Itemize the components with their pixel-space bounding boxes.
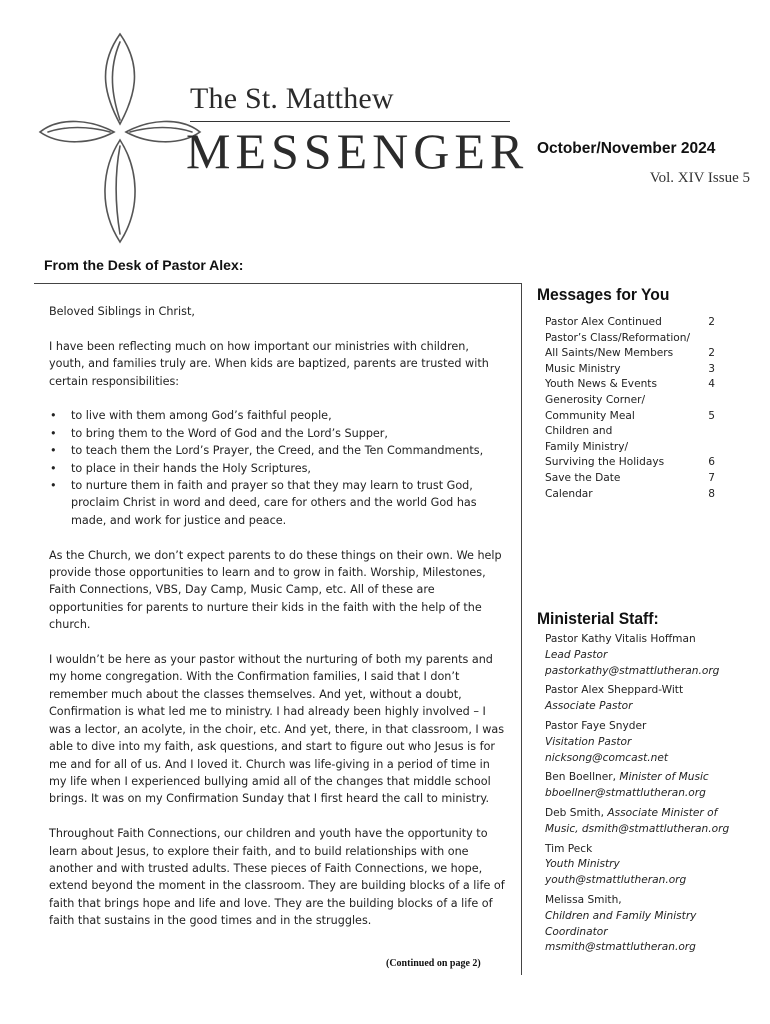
article-paragraph: I wouldn’t be here as your pastor without the nurturing of both my parents and my home congregation. With the Confirmation families, I said that I don’t remember much about the classes themselves. And yet, without a doubt, Confirmation is what led me to ministry. I had already been highly involved – I was a lector, an acolyte, in the choir, etc. And yet, there, in that classroom, I was able to dive into my faith, ask questions, and start to figure out who Jesus is for me and for all of us. And I loved it. Church was life-giving in a period of time in my life when I experienced bullying amid all of the changes that middle school brings. It was on my Confirmation Sunday that I first heard the call to ministry.	[49, 653, 505, 806]
staff-name: Tim Peck	[545, 842, 593, 855]
issue-date: October/November 2024	[537, 140, 716, 157]
toc-label: Music Ministry	[545, 362, 621, 375]
toc-page: 7	[708, 471, 715, 484]
staff-role: Minister of Music	[619, 771, 709, 784]
staff-entry	[545, 893, 755, 956]
staff-role: Youth Ministry	[545, 858, 620, 871]
messages-heading: Messages for You	[537, 285, 670, 304]
toc-entry[interactable]	[545, 471, 715, 487]
issue-volume: Vol. XIV Issue 5	[649, 170, 750, 186]
staff-email[interactable]: pastorkathy@stmattlutheran.org	[545, 664, 720, 677]
staff-role: Associate Minister of	[607, 806, 718, 819]
staff-email[interactable]: nicksong@comcast.net	[545, 751, 669, 764]
staff-name: Pastor Alex Sheppard-Witt	[545, 684, 684, 697]
toc-page: 8	[708, 487, 715, 500]
staff-entry	[545, 770, 755, 802]
staff-email[interactable]: msmith@stmattlutheran.org	[545, 941, 696, 954]
staff-role: Associate Pastor	[545, 700, 633, 713]
staff-role: Children and Family Ministry	[545, 909, 697, 922]
staff-name: Melissa Smith,	[545, 893, 622, 906]
staff-heading: Ministerial Staff:	[537, 609, 659, 628]
staff-entry	[545, 632, 755, 679]
masthead-rule	[190, 121, 510, 122]
article-paragraph: I have been reflecting much on how important our ministries with children, youth, and families truly are. When kids are baptized, parents are trusted with certain responsibilities:	[49, 339, 489, 388]
toc-entry[interactable]	[545, 362, 715, 378]
toc-entry[interactable]	[545, 393, 715, 424]
table-of-contents	[545, 315, 715, 502]
toc-label: Surviving the Holidays	[545, 456, 665, 469]
staff-role: Coordinator	[545, 925, 608, 938]
toc-label: All Saints/New Members	[545, 347, 674, 360]
toc-page: 5	[708, 409, 715, 422]
toc-label: Save the Date	[545, 471, 621, 484]
cross-logo	[36, 28, 204, 246]
staff-entry	[545, 683, 755, 715]
publication-title: MESSENGER	[186, 123, 529, 179]
staff-list	[545, 632, 755, 960]
staff-entry	[545, 806, 755, 838]
list-item: • to nurture them in faith and prayer so that they may learn to trust God, proclaim Christ in word and deed, care for others and the world God has made, and work for justice and peace.	[49, 477, 505, 529]
staff-name: Ben Boellner,	[545, 771, 616, 784]
list-item: • to place in their hands the Holy Scriptures,	[49, 460, 505, 477]
article-paragraph: Throughout Faith Connections, our children and youth have the opportunity to learn about Jesus, to explore their faith, and to build relationships with one another and with trusted adults. These pieces of Faith Connections, we hope, extend beyond the moment in the classroom. They are building blocks of a life of faith that brings hope and life and love. They are the building blocks of a life of faith that sustains in the good times and in the struggles.	[49, 827, 505, 928]
staff-name: Deb Smith,	[545, 806, 604, 819]
toc-page: 4	[708, 378, 715, 391]
publication-subtitle: The St. Matthew	[190, 82, 394, 115]
continued-note: (Continued on page 2)	[386, 958, 481, 969]
toc-label: Calendar	[545, 487, 593, 500]
toc-label: Pastor Alex Continued	[545, 316, 662, 328]
salutation: Beloved Siblings in Christ,	[49, 305, 195, 318]
toc-label: Pastor’s Class/Reformation/	[545, 331, 691, 344]
list-item: • to teach them the Lord’s Prayer, the Creed, and the Ten Commandments,	[49, 442, 505, 459]
toc-label: Family Ministry/	[545, 440, 629, 453]
staff-email[interactable]: youth@stmattlutheran.org	[545, 874, 687, 887]
column-rule-top	[34, 283, 522, 284]
toc-page: 3	[708, 362, 715, 375]
toc-page: 6	[708, 456, 715, 469]
staff-entry	[545, 842, 755, 889]
list-item: • to bring them to the Word of God and the Lord’s Supper,	[49, 425, 505, 442]
list-item: • to live with them among God’s faithful people,	[49, 407, 505, 424]
staff-email[interactable]: bboellner@stmattlutheran.org	[545, 787, 706, 800]
toc-entry[interactable]	[545, 424, 715, 471]
toc-label: Children and	[545, 425, 613, 438]
staff-role: Visitation Pastor	[545, 735, 632, 748]
toc-entry[interactable]	[545, 487, 715, 503]
toc-page: 2	[708, 347, 715, 360]
staff-email[interactable]: Music, dsmith@stmattlutheran.org	[545, 822, 730, 835]
article-body	[49, 303, 505, 947]
toc-entry[interactable]	[545, 377, 715, 393]
toc-entry[interactable]	[545, 331, 715, 362]
toc-label: Community Meal	[545, 409, 635, 422]
toc-label: Generosity Corner/	[545, 393, 646, 406]
toc-entry[interactable]	[545, 315, 715, 331]
column-rule-right	[521, 283, 522, 975]
staff-role: Lead Pastor	[545, 648, 608, 661]
article-heading: From the Desk of Pastor Alex:	[44, 257, 244, 273]
toc-page: 2	[708, 316, 715, 328]
responsibilities-list	[49, 407, 505, 529]
staff-entry	[545, 719, 755, 766]
article-paragraph: As the Church, we don’t expect parents to do these things on their own. We help provide those opportunities to learn and to grow in faith. Worship, Milestones, Faith Connections, VBS, Day Camp, Music Camp, etc. All of these are opportunities for parents to nurture their kids in the faith with the help of the church.	[49, 548, 502, 632]
staff-name: Pastor Kathy Vitalis Hoffman	[545, 633, 696, 645]
toc-label: Youth News & Events	[545, 378, 657, 391]
staff-name: Pastor Faye Snyder	[545, 719, 647, 732]
